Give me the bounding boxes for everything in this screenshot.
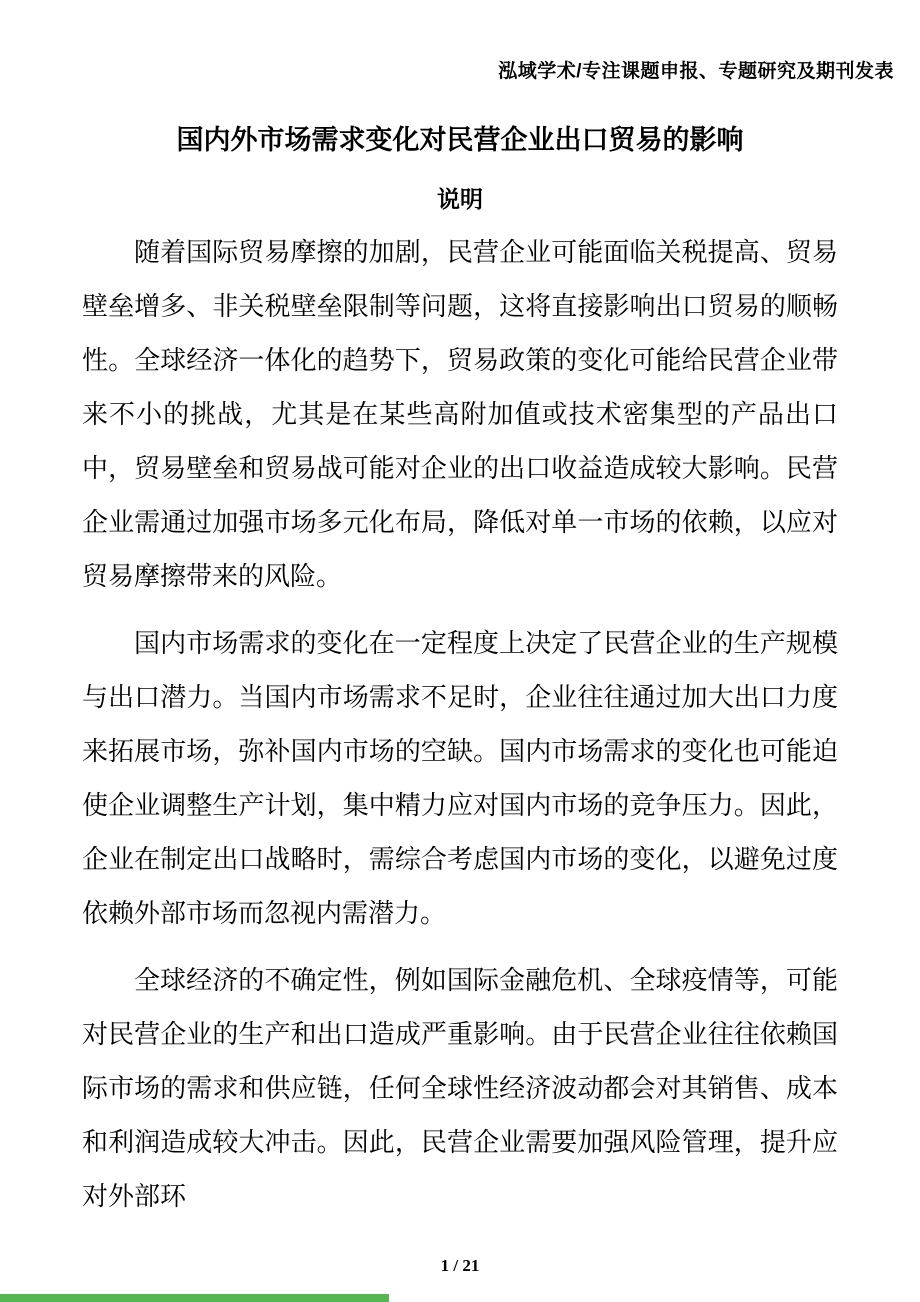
- document-title: 国内外市场需求变化对民营企业出口贸易的影响: [176, 125, 744, 155]
- page-number: 1 / 21: [440, 1256, 480, 1275]
- document-body: [82, 226, 838, 1237]
- paragraph: 全球经济的不确定性，例如国际金融危机、全球疫情等，可能对民营企业的生产和出口造成严重影响。由于民营企业往往依赖国际市场的需求和供应链，任何全球性经济波动都会对其销售、成本和利润造成较大冲击。因此，民营企业需要加强风险管理，提升应对外部环: [82, 966, 838, 1211]
- paragraph: 国内市场需求的变化在一定程度上决定了民营企业的生产规模与出口潜力。当国内市场需求不足时，企业往往通过加大出口力度来拓展市场，弥补国内市场的空缺。国内市场需求的变化也可能迫使企业调整生产计划，集中精力应对国内市场的竞争压力。因此，企业在制定出口战略时，需综合考虑国内市场的变化，以避免过度依赖外部市场而忽视内需潜力。: [82, 629, 838, 928]
- header-watermark: 泓域学术/专注课题申报、专题研究及期刊发表: [498, 61, 894, 82]
- paragraph: 随着国际贸易摩擦的加剧，民营企业可能面临关税提高、贸易壁垒增多、非关税壁垒限制等问题，这将直接影响出口贸易的顺畅性。全球经济一体化的趋势下，贸易政策的变化可能给民营企业带来不小的挑战，尤其是在某些高附加值或技术密集型的产品出口中，贸易壁垒和贸易战可能对企业的出口收益造成较大影响。民营企业需通过加强市场多元化布局，降低对单一市场的依赖，以应对贸易摩擦带来的风险。: [82, 238, 838, 591]
- section-heading: 说明: [437, 186, 483, 212]
- reading-progress-bar: [0, 1294, 389, 1302]
